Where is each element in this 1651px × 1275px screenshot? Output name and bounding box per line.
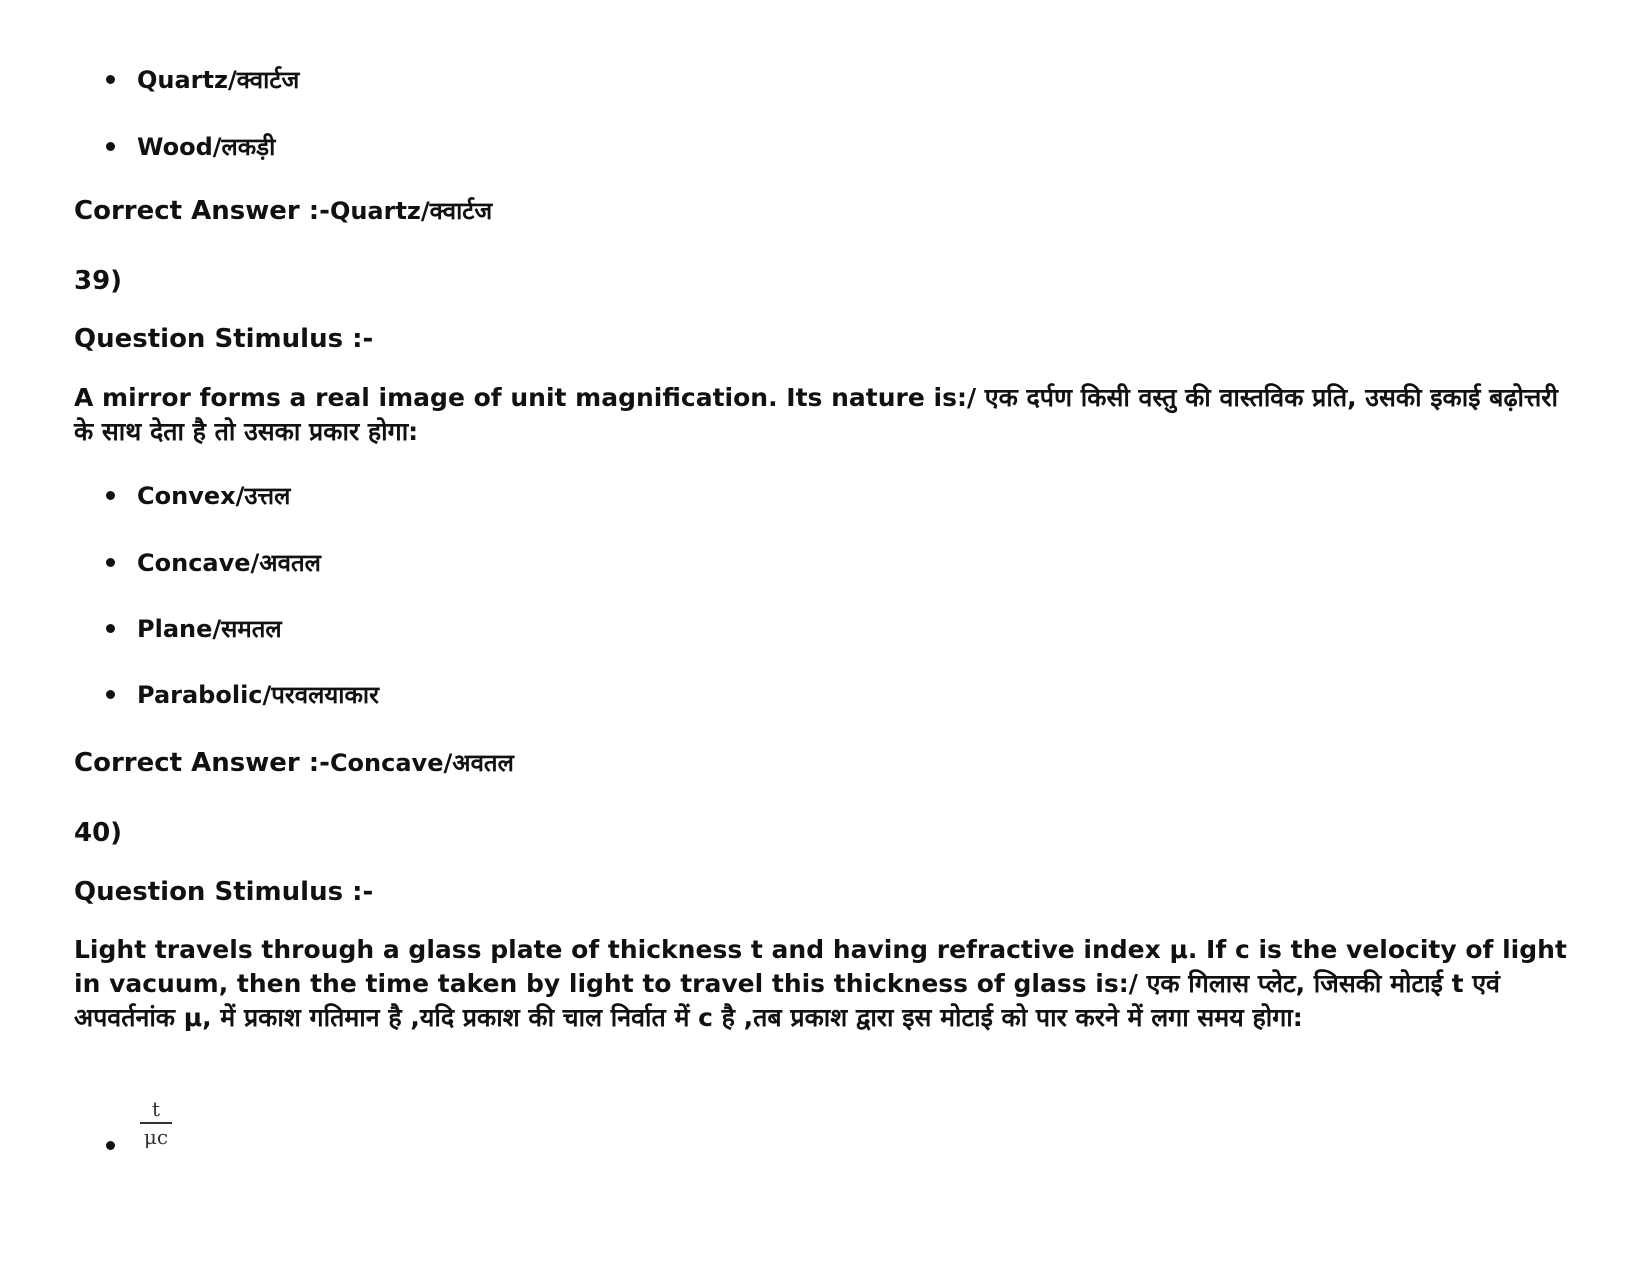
bullet-icon — [106, 142, 115, 151]
bullet-icon — [106, 558, 115, 567]
option-text: Quartz/क्वार्टज — [137, 66, 300, 94]
q39-question-text: A mirror forms a real image of unit magnification. Its nature is:/ एक दर्पण किसी वस्तु की वास्तविक प्रति, उसकी इकाई बढ़ोत्तरी के साथ देता है तो उसका प्रकार होगा: — [74, 383, 1558, 446]
option-text: Plane/समतल — [137, 615, 282, 643]
option-text: Wood/लकड़ी — [137, 133, 276, 161]
q39-stimulus-label: Question Stimulus :- — [74, 324, 374, 354]
correct-answer-value: Concave/अवतल — [329, 749, 514, 777]
q38-option-1 — [106, 64, 299, 96]
q39-option-4 — [106, 679, 379, 711]
fraction-denominator: μc — [143, 1125, 169, 1149]
fraction-bar — [140, 1122, 172, 1124]
q40-option-1-fraction — [140, 1098, 172, 1148]
correct-answer-label: Correct Answer :- — [74, 748, 330, 778]
fraction-numerator: t — [151, 1097, 161, 1121]
bullet-icon — [106, 75, 115, 84]
correct-answer-label: Correct Answer :- — [74, 196, 330, 226]
q40-number: 40) — [74, 818, 123, 848]
q38-option-2 — [106, 131, 275, 163]
option-text: Parabolic/परवलयाकार — [137, 681, 379, 709]
q39-option-3 — [106, 613, 282, 645]
q40-stimulus-label: Question Stimulus :- — [74, 877, 374, 907]
option-text: Concave/अवतल — [137, 549, 321, 577]
q38-correct-answer — [74, 194, 492, 228]
bullet-icon — [106, 690, 115, 699]
q39-option-1 — [106, 480, 290, 512]
option-text: Convex/उत्तल — [137, 482, 291, 510]
q39-option-2 — [106, 547, 321, 579]
bullet-icon — [106, 1141, 115, 1150]
q40-question-text: Light travels through a glass plate of thickness t and having refractive index μ. If c is the velocity of light in vacuum, then the time taken by light to travel this thickness of glass is:/ एक गिलास प्लेट, जिसकी मोटाई t एवं अपवर्तनांक μ, में प्रकाश गतिमान है ,यदि प्रकाश की चाल निर्वात में c है ,तब प्रकाश द्वारा इस मोटाई को पार करने में लगा समय होगा: — [74, 935, 1567, 1032]
q39-correct-answer — [74, 746, 514, 780]
q39-number: 39) — [74, 266, 123, 296]
correct-answer-value: Quartz/क्वार्टज — [329, 197, 493, 225]
bullet-icon — [106, 624, 115, 633]
bullet-icon — [106, 491, 115, 500]
